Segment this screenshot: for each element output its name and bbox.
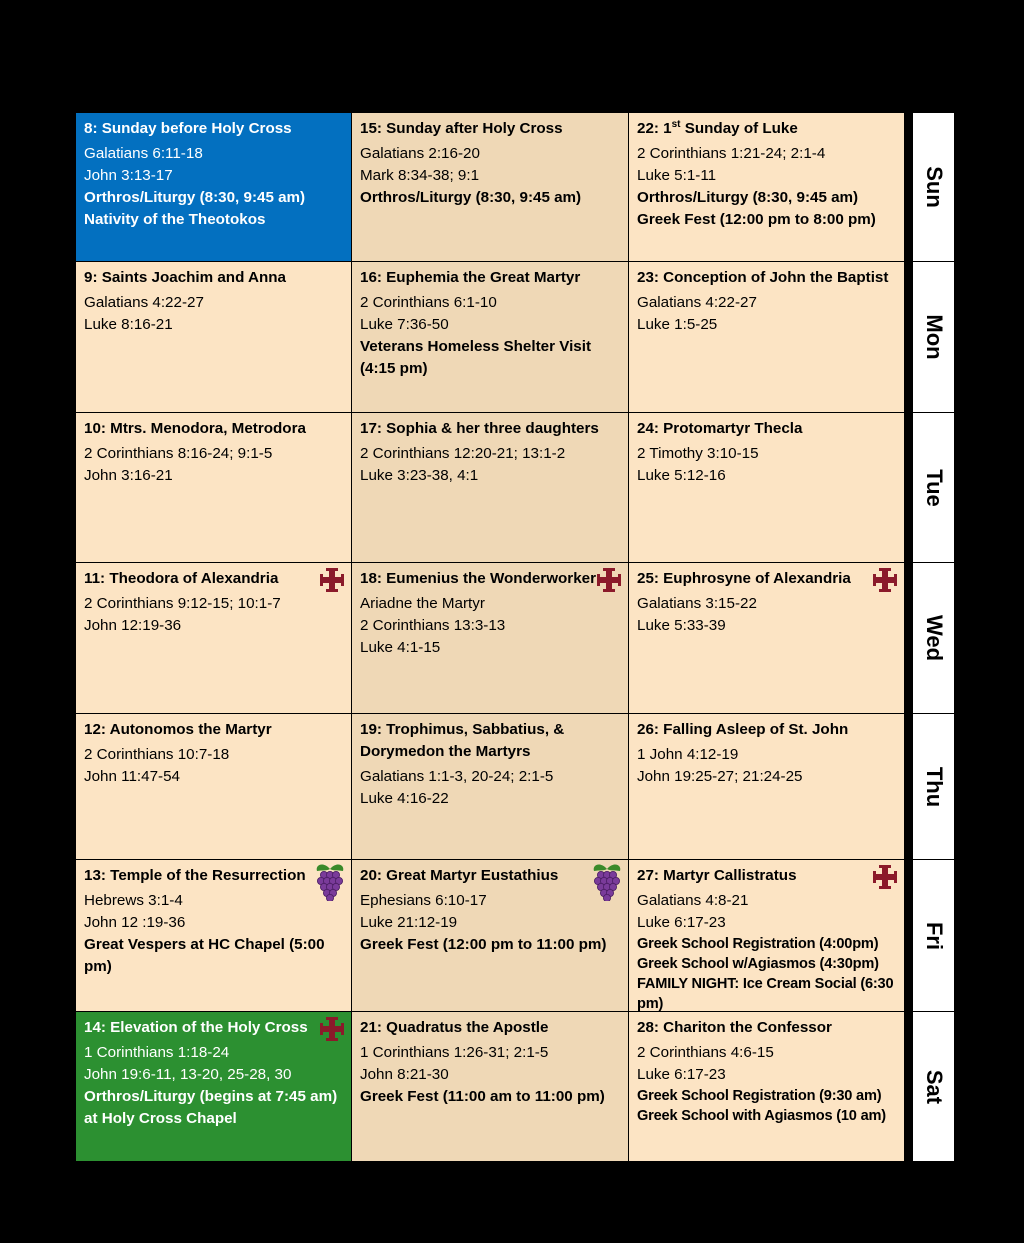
reading-line: Hebrews 3:1-4 — [84, 892, 183, 909]
reading-line: John 3:16-21 — [84, 467, 173, 484]
cross-icon — [872, 864, 898, 897]
event-line: Greek School w/Agiasmos (4:30pm) — [637, 956, 879, 972]
cross-icon — [319, 1016, 345, 1049]
event-line: Orthros/Liturgy (8:30, 9:45 am) — [84, 189, 306, 206]
day-cell — [352, 714, 629, 860]
reading-line: 2 Corinthians 6:1-10 — [360, 294, 497, 311]
day-cell — [629, 262, 905, 413]
day-cell — [352, 113, 629, 262]
reading-line: 1 Corinthians 1:26-31; 2:1-5 — [360, 1044, 549, 1061]
day-title: 22: 1st Sunday of Luke — [637, 118, 798, 137]
reading-line: 2 Corinthians 1:21-24; 2:1-4 — [637, 145, 826, 162]
event-line: Nativity of the Theotokos — [84, 211, 266, 228]
weekday-label: Mon — [913, 262, 954, 413]
grapes-icon — [313, 861, 347, 908]
event-line: Greek Fest (12:00 pm to 8:00 pm) — [637, 211, 876, 228]
reading-line: John 12 :19-36 — [84, 914, 186, 931]
reading-line: Ariadne the Martyr — [360, 595, 485, 612]
day-cell — [76, 563, 352, 714]
grapes-icon — [590, 861, 624, 908]
day-title: 27: Martyr Callistratus — [637, 867, 797, 884]
day-title: 21: Quadratus the Apostle — [360, 1019, 549, 1036]
day-title: 26: Falling Asleep of St. John — [637, 721, 849, 738]
event-line: Greek Fest (12:00 pm to 11:00 pm) — [360, 936, 607, 953]
reading-line: 2 Corinthians 9:12-15; 10:1-7 — [84, 595, 281, 612]
reading-line: Luke 3:23-38, 4:1 — [360, 467, 479, 484]
reading-line: 2 Corinthians 12:20-21; 13:1-2 — [360, 445, 566, 462]
day-cell — [629, 413, 905, 563]
event-line: Orthros/Liturgy (begins at 7:45 am) at Holy Cross Chapel — [84, 1088, 338, 1127]
day-title: 28: Chariton the Confessor — [637, 1019, 832, 1036]
event-line: Great Vespers at HC Chapel (5:00 pm) — [84, 936, 325, 975]
day-cell — [76, 413, 352, 563]
reading-line: 2 Timothy 3:10-15 — [637, 445, 759, 462]
reading-line: Galatians 4:22-27 — [637, 294, 757, 311]
reading-line: Luke 4:16-22 — [360, 790, 449, 807]
reading-line: Galatians 6:11-18 — [84, 145, 203, 162]
day-title: 13: Temple of the Resurrection — [84, 867, 306, 884]
day-title: 25: Euphrosyne of Alexandria — [637, 570, 851, 587]
event-line: Orthros/Liturgy (8:30, 9:45 am) — [637, 189, 859, 206]
day-title: 8: Sunday before Holy Cross — [84, 120, 292, 137]
reading-line: Luke 1:5-25 — [637, 316, 718, 333]
event-line: Orthros/Liturgy (8:30, 9:45 am) — [360, 189, 582, 206]
day-title: 24: Protomartyr Thecla — [637, 420, 803, 437]
day-title: 17: Sophia & her three daughters — [360, 420, 599, 437]
day-cell — [352, 1012, 629, 1162]
event-line: Veterans Homeless Shelter Visit (4:15 pm) — [360, 338, 592, 377]
reading-line: John 11:47-54 — [84, 768, 180, 785]
calendar-grid — [76, 113, 950, 1162]
weekday-label: Sat — [913, 1012, 954, 1162]
day-title: 14: Elevation of the Holy Cross — [84, 1019, 308, 1036]
day-cell — [76, 714, 352, 860]
reading-line: Luke 21:12-19 — [360, 914, 458, 931]
day-title: 15: Sunday after Holy Cross — [360, 120, 563, 137]
reading-line: 1 John 4:12-19 — [637, 746, 739, 763]
reading-line: Mark 8:34-38; 9:1 — [360, 167, 480, 184]
cross-icon — [596, 567, 622, 600]
day-cell — [352, 262, 629, 413]
weekday-label: Wed — [913, 563, 954, 714]
day-cell — [76, 113, 352, 262]
weekday-label: Tue — [913, 413, 954, 563]
reading-line: Luke 6:17-23 — [637, 1066, 726, 1083]
day-cell — [352, 413, 629, 563]
day-cell — [352, 860, 629, 1012]
day-cell — [629, 1012, 905, 1162]
reading-line: Luke 5:33-39 — [637, 617, 726, 634]
reading-line: 2 Corinthians 13:3-13 — [360, 617, 506, 634]
reading-line: Luke 5:12-16 — [637, 467, 726, 484]
reading-line: John 19:6-11, 13-20, 25-28, 30 — [84, 1066, 292, 1083]
day-title: 23: Conception of John the Baptist — [637, 269, 889, 286]
day-title: 10: Mtrs. Menodora, Metrodora — [84, 420, 306, 437]
day-title: 11: Theodora of Alexandria — [84, 570, 279, 587]
day-cell — [76, 860, 352, 1012]
event-line: Greek School with Agiasmos (10 am) — [637, 1108, 886, 1124]
event-line: FAMILY NIGHT: Ice Cream Social (6:30 pm) — [637, 976, 894, 1012]
cross-icon — [319, 567, 345, 600]
reading-line: Luke 7:36-50 — [360, 316, 449, 333]
reading-line: John 3:13-17 — [84, 167, 173, 184]
reading-line: Luke 8:16-21 — [84, 316, 173, 333]
reading-line: John 19:25-27; 21:24-25 — [637, 768, 803, 785]
reading-line: Galatians 1:1-3, 20-24; 2:1-5 — [360, 768, 554, 785]
reading-line: Galatians 2:16-20 — [360, 145, 480, 162]
day-cell — [629, 860, 905, 1012]
day-title: 18: Eumenius the Wonderworker — [360, 570, 597, 587]
event-line: Greek School Registration (9:30 am) — [637, 1088, 882, 1104]
weekday-label: Sun — [913, 113, 954, 262]
day-title: 20: Great Martyr Eustathius — [360, 867, 559, 884]
day-cell — [352, 563, 629, 714]
day-cell — [629, 714, 905, 860]
day-title: 9: Saints Joachim and Anna — [84, 269, 286, 286]
day-title: 12: Autonomos the Martyr — [84, 721, 272, 738]
reading-line: 2 Corinthians 8:16-24; 9:1-5 — [84, 445, 273, 462]
reading-line: Galatians 4:22-27 — [84, 294, 204, 311]
reading-line: Luke 6:17-23 — [637, 914, 726, 931]
reading-line: Luke 4:1-15 — [360, 639, 441, 656]
cross-icon — [872, 567, 898, 600]
day-cell — [629, 113, 905, 262]
day-cell — [76, 262, 352, 413]
reading-line: Galatians 4:8-21 — [637, 892, 749, 909]
event-line: Greek Fest (11:00 am to 11:00 pm) — [360, 1088, 605, 1105]
day-title: 16: Euphemia the Great Martyr — [360, 269, 581, 286]
reading-line: 2 Corinthians 4:6-15 — [637, 1044, 774, 1061]
day-cell — [76, 1012, 352, 1162]
reading-line: John 8:21-30 — [360, 1066, 449, 1083]
weekday-label: Thu — [913, 714, 954, 860]
reading-line: Galatians 3:15-22 — [637, 595, 757, 612]
reading-line: Luke 5:1-11 — [637, 167, 717, 184]
reading-line: 1 Corinthians 1:18-24 — [84, 1044, 230, 1061]
event-line: Greek School Registration (4:00pm) — [637, 936, 879, 952]
reading-line: Ephesians 6:10-17 — [360, 892, 487, 909]
reading-line: 2 Corinthians 10:7-18 — [84, 746, 230, 763]
day-title: 19: Trophimus, Sabbatius, & Dorymedon the Martyrs — [360, 721, 565, 760]
reading-line: John 12:19-36 — [84, 617, 182, 634]
weekday-label: Fri — [913, 860, 954, 1012]
day-cell — [629, 563, 905, 714]
